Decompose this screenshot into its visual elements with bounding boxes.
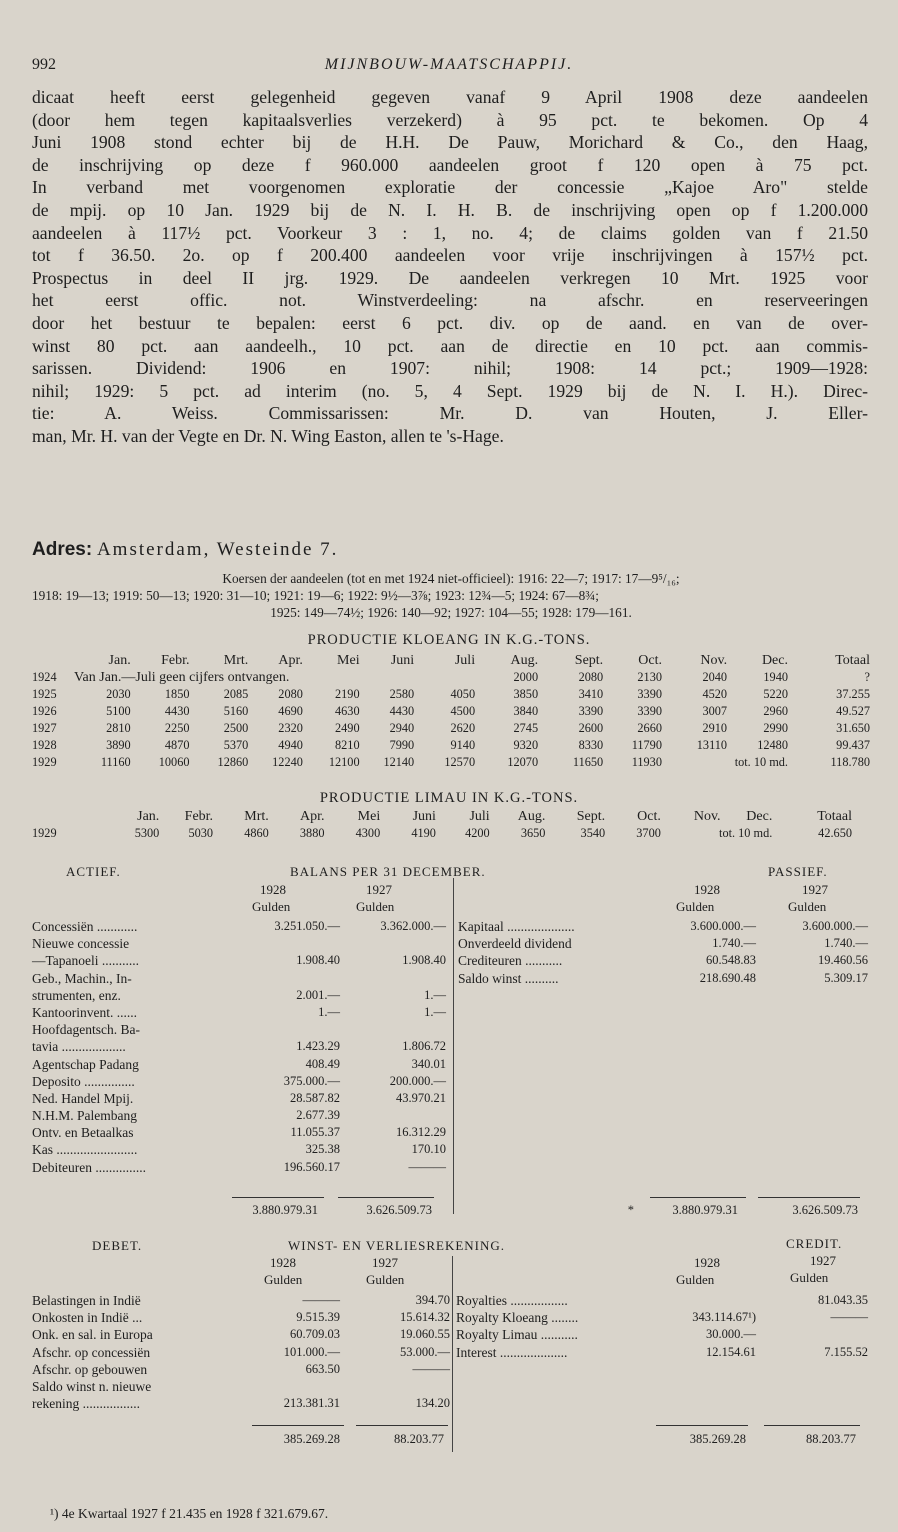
value-cell: 2085 [223, 687, 249, 701]
list-item: Onverdeeld dividend 1.740.— 1.740.— [458, 936, 868, 952]
value-cell: 37.255 [836, 687, 870, 701]
month-header: Mei [337, 652, 360, 668]
month-header: Juni [390, 652, 415, 668]
value-cell: 2745 [513, 721, 539, 735]
list-item: Onkosten in Indië ... 9.515.39 15.614.32 [32, 1310, 450, 1326]
value-cell: 2000 [513, 670, 539, 684]
list-item: N.H.M. Palembang 2.677.39 [32, 1108, 340, 1124]
value-cell: 11650 [572, 755, 604, 769]
debet-heading: DEBET. [92, 1238, 143, 1253]
year-cell: 1928 [32, 738, 57, 752]
share-prices [32, 570, 870, 621]
kloeang-table [32, 652, 870, 771]
list-item: Ned. Handel Mpij. 28.587.82 43.970.21 [32, 1090, 446, 1106]
value-cell: 2810 [106, 721, 131, 735]
value-cell: 2910 [702, 721, 728, 735]
paragraph-line: In verband met voorgenomen exploratie der concessie „Kajoe Aro" stelde [32, 177, 868, 198]
actief-list [32, 918, 452, 1176]
value-cell: 2080 [578, 670, 604, 684]
total-value: 88.203.77 [394, 1432, 444, 1446]
paragraph-line: Prospectus in deel II jrg. 1929. De aandeelen verkregen 10 Mrt. 1925 voor [32, 267, 868, 288]
value-cell: 99.437 [836, 738, 870, 752]
page-number: 992 [32, 56, 56, 73]
value-cell: 1940 [763, 670, 788, 684]
value-cell: 3890 [106, 738, 131, 752]
unit-header: Gulden [252, 899, 291, 914]
month-header: Nov. [693, 808, 721, 824]
value-cell: 3390 [637, 704, 662, 718]
year-cell: 1925 [32, 687, 57, 701]
total-value: 3.626.509.73 [792, 1203, 858, 1217]
unit-header: Gulden [790, 1270, 829, 1285]
list-item: Nieuwe concessie [32, 936, 130, 952]
value-cell: 10060 [158, 755, 190, 769]
paragraph-line: sarissen. Dividend: 1906 en 1907: nihil; 1908: 14 pct.; 1909—1928: [32, 358, 868, 379]
value-cell: 4200 [465, 826, 490, 840]
sum-rule [758, 1197, 860, 1198]
month-header: Sept. [576, 808, 606, 824]
month-header: Febr. [184, 808, 214, 824]
value-cell: 2990 [763, 721, 788, 735]
value-cell: 12140 [383, 755, 415, 769]
value-cell: 118.780 [830, 755, 870, 769]
value-cell: 3700 [636, 826, 661, 840]
list-item: Geb., Machin., In- [32, 970, 132, 986]
month-header: Aug. [510, 652, 539, 668]
value-cell: 8210 [335, 738, 360, 752]
year-cell: 1926 [32, 704, 57, 718]
month-header: Juli [454, 652, 476, 668]
footnote: ¹) 4e Kwartaal 1927 f 21.435 en 1928 f 321.679.67. [50, 1506, 329, 1521]
month-header: Nov. [700, 652, 728, 668]
value-cell: 12480 [757, 738, 788, 752]
table-row [32, 754, 870, 771]
value-cell: 4190 [411, 826, 436, 840]
table-row [32, 737, 870, 754]
total-value: 385.269.28 [689, 1432, 746, 1446]
value-cell: 11160 [100, 755, 131, 769]
unit-header: Gulden [676, 899, 715, 914]
value-cell: 2500 [223, 721, 249, 735]
list-item: Ontv. en Betaalkas 11.055.37 16.312.29 [32, 1125, 446, 1141]
year-cell: 1927 [32, 721, 57, 735]
value-cell: 49.527 [836, 704, 870, 718]
value-cell: 3390 [637, 687, 662, 701]
month-header: Totaal [817, 808, 852, 824]
table-row [32, 686, 870, 703]
month-header: Totaal [835, 652, 870, 668]
list-item: Kapitaal .................... 3.600.000.— 3.600.000.— [458, 919, 868, 934]
running-title: MIJNBOUW-MAATSCHAPPIJ. [324, 56, 574, 73]
value-cell: 4500 [450, 704, 476, 718]
sum-rule [232, 1197, 324, 1198]
value-cell: 12860 [217, 755, 249, 769]
month-header: Mei [357, 808, 381, 824]
value-cell: 4300 [355, 826, 381, 840]
value-cell: 9320 [513, 738, 539, 752]
month-header: Mrt. [223, 652, 249, 668]
total-value: 385.269.28 [283, 1432, 340, 1446]
list-item: tavia ................... 1.423.29 1.806.72 [32, 1039, 446, 1055]
year-header: 1928 [694, 882, 720, 897]
value-cell: 4630 [335, 704, 360, 718]
list-item: Royalty Limau ........... 30.000.— [456, 1327, 756, 1343]
limau-title: PRODUCTIE LIMAU IN K.G.-TONS. [319, 790, 579, 806]
value-cell: 5220 [763, 687, 788, 701]
month-header: Sept. [574, 652, 604, 668]
value-cell: 2130 [637, 670, 662, 684]
value-cell: 5160 [223, 704, 249, 718]
paragraph-line: dicaat heeft eerst gelegenheid gegeven vanaf 9 April 1908 deze aandeelen [32, 87, 868, 107]
list-item: strumenten, enz. 2.001.— 1.— [32, 987, 446, 1003]
list-item: Onk. en sal. in Europa 60.709.03 19.060.55 [32, 1327, 450, 1343]
address-label: Adres: [32, 539, 93, 560]
unit-header: Gulden [788, 899, 827, 914]
table-row [32, 825, 852, 842]
list-item: rekening ................. 213.381.31 134.20 [32, 1396, 450, 1412]
value-cell: 4870 [164, 738, 190, 752]
total-value: 88.203.77 [806, 1432, 856, 1446]
month-header: Juli [469, 808, 490, 824]
year-header: 1927 [802, 882, 828, 897]
value-cell: 2490 [335, 721, 360, 735]
value-cell: 2190 [335, 687, 360, 701]
paragraph-line: man, Mr. H. van der Vegte en Dr. N. Wing Easton, allen te 's-Hage. [32, 425, 504, 446]
list-item: Saldo winst .......... 218.690.48 5.309.17 [458, 970, 868, 986]
value-cell: tot. 10 md. [734, 755, 788, 769]
passief-list [458, 918, 868, 987]
value-cell: 2250 [164, 721, 190, 735]
value-cell: 2040 [702, 670, 728, 684]
unit-header: Gulden [264, 1272, 303, 1287]
list-item: Debiteuren ............... 196.560.17 ——— [32, 1159, 446, 1175]
sum-rule [338, 1197, 434, 1198]
paragraph-line: aandeelen à 117½ pct. Voorkeur 3 : 1, no. 4; de claims golden van f 21.50 [32, 222, 868, 243]
list-item: Afschr. op concessiën 101.000.— 53.000.— [32, 1344, 450, 1360]
list-item: Crediteuren ........... 60.548.83 19.460.56 [458, 953, 868, 969]
value-cell: 2320 [278, 721, 303, 735]
month-header: Mrt. [244, 808, 269, 824]
value-cell: 12570 [444, 755, 476, 769]
value-cell: 3540 [580, 826, 606, 840]
column-divider [452, 1256, 453, 1452]
value-cell: 42.650 [818, 826, 852, 840]
month-header: Jan. [137, 808, 160, 824]
list-item: Hoofdagentsch. Ba- [32, 1022, 140, 1038]
sum-rule [356, 1425, 448, 1426]
month-header: Juni [412, 808, 436, 824]
value-cell: 12240 [272, 755, 303, 769]
list-item: Afschr. op gebouwen 663.50 ——— [32, 1361, 450, 1377]
paragraph-line: Juni 1908 stond echter bij de H.H. De Pauw, Morichard & Co., den Haag, [32, 132, 868, 153]
winst-heading: WINST- EN VERLIESREKENING. [288, 1238, 506, 1253]
total-value: 3.880.979.31 [252, 1203, 318, 1217]
value-cell: 31.650 [836, 721, 870, 735]
unit-header: Gulden [676, 1272, 715, 1287]
note-cell: Van Jan.—Juli geen cijfers ontvangen. [74, 669, 290, 685]
limau-table [32, 808, 852, 842]
value-cell: 3410 [578, 687, 604, 701]
value-cell: 2030 [106, 687, 131, 701]
paragraph-line: (door hem tegen kapitaalsverlies verzekerd) à 95 pct. te bekomen. Op 4 [32, 109, 868, 130]
value-cell: 2080 [278, 687, 303, 701]
credit-list [456, 1292, 868, 1361]
value-cell: 5370 [223, 738, 249, 752]
value-cell: 12100 [328, 755, 360, 769]
table-row [32, 703, 870, 720]
value-cell: 4860 [244, 826, 269, 840]
value-cell: 3850 [513, 687, 539, 701]
passief-heading: PASSIEF. [768, 864, 828, 879]
year-cell: 1929 [32, 755, 57, 769]
value-cell: 7990 [389, 738, 415, 752]
price-line: Koersen der aandeelen (tot en met 1924 niet-officieel): 1916: 22—7; 1917: 17—9⁵/₁₆; [222, 571, 680, 586]
year-header: 1928 [270, 1255, 296, 1270]
credit-heading: CREDIT. [786, 1236, 843, 1251]
list-item: Saldo winst n. nieuwe [32, 1378, 152, 1394]
year-cell: 1929 [32, 826, 57, 840]
sum-rule [764, 1425, 860, 1426]
month-header: Apr. [300, 808, 325, 824]
year-header: 1927 [810, 1253, 836, 1268]
address-text: Amsterdam, Westeinde 7. [96, 539, 339, 560]
list-item: Agentschap Padang 408.49 340.01 [32, 1056, 446, 1072]
paragraph-line: tie: A. Weiss. Commissarissen: Mr. D. van Houten, J. Eller- [32, 403, 868, 424]
paragraph-line: het eerst offic. not. Winstverdeeling: na afschr. en reserveeringen [32, 290, 868, 311]
value-cell: 4690 [278, 704, 303, 718]
paragraph-line: de inschrijving op deze f 960.000 aandeelen groot f 120 open à 75 pct. [32, 154, 868, 175]
value-cell: 4520 [702, 687, 728, 701]
sum-rule [252, 1425, 344, 1426]
sum-rule [650, 1197, 746, 1198]
value-cell: 9140 [450, 738, 476, 752]
list-item: Kas ........................ 325.38 170.10 [32, 1142, 446, 1158]
paragraph-line: de mpij. op 10 Jan. 1929 bij de N. I. H. B. de inschrijving open op f 1.200.000 [32, 199, 868, 220]
value-cell: 3880 [299, 826, 325, 840]
table-header-row [32, 808, 852, 825]
value-cell: 3390 [578, 704, 604, 718]
value-cell: ? [864, 670, 870, 684]
value-cell: 2660 [637, 721, 662, 735]
list-item: Interest .................... 12.154.61 7.155.52 [456, 1344, 868, 1360]
star-mark: * [627, 1203, 634, 1217]
price-line: 1925: 149—74½; 1926: 140—92; 1927: 104—55; 1928: 179—161. [270, 605, 632, 620]
month-header: Dec. [746, 808, 773, 824]
price-line: 1918: 19—13; 1919: 50—13; 1920: 31—10; 1921: 19—6; 1922: 9½—3⅞; 1923: 12¾—5; 1924: 67—8¾; [32, 588, 599, 603]
debet-list [32, 1292, 450, 1412]
month-header: Oct. [637, 808, 661, 824]
value-cell: 5100 [106, 704, 131, 718]
paragraph-line: door het bestuur te bepalen: eerst 6 pct. div. op de aand. en van de over- [32, 312, 868, 333]
value-cell: 4430 [389, 704, 415, 718]
value-cell: 4430 [164, 704, 190, 718]
list-item: Kantoorinvent. ...... 1.— 1.— [32, 1004, 446, 1020]
value-cell: 11790 [631, 738, 662, 752]
table-row [32, 720, 870, 737]
month-header: Aug. [517, 808, 546, 824]
list-item: Royalties ................. 81.043.35 [456, 1293, 868, 1308]
actief-heading: ACTIEF. [66, 864, 121, 879]
value-cell: 2940 [389, 721, 415, 735]
value-cell: 5030 [188, 826, 214, 840]
list-item: Deposito ............... 375.000.— 200.000.— [32, 1073, 446, 1089]
paragraph-line: winst 80 pct. aan aandeelh., 10 pct. aan de directie en 10 pct. aan commis- [32, 335, 868, 356]
paragraph-line: tot f 36.50. 2o. op f 200.400 aandeelen voor vrije inschrijvingen à 157½ pct. [32, 245, 868, 266]
value-cell: 12070 [507, 755, 539, 769]
paragraph-line: nihil; 1929: 5 pct. ad interim (no. 5, 4 Sept. 1929 bij de N. I. H.). Direc- [32, 380, 868, 401]
table-header-row [32, 652, 870, 669]
unit-header: Gulden [356, 899, 395, 914]
list-item: Royalty Kloeang ........ 343.114.67¹) ——— [456, 1310, 868, 1326]
value-cell: 4940 [278, 738, 303, 752]
unit-header: Gulden [366, 1272, 405, 1287]
table-row [32, 669, 870, 686]
value-cell: 2580 [389, 687, 415, 701]
company-paragraph [32, 86, 868, 448]
column-divider [453, 878, 454, 1214]
list-item: Belastingen in Indië ——— 394.70 [32, 1293, 450, 1308]
list-item: Concessiën ............ 3.251.050.— 3.362.000.— [32, 919, 446, 934]
value-cell: 11930 [631, 755, 662, 769]
kloeang-title: PRODUCTIE KLOEANG IN K.G.-TONS. [307, 632, 591, 648]
value-cell: 2620 [450, 721, 476, 735]
value-cell: 3007 [702, 704, 728, 718]
value-cell: 2960 [763, 704, 788, 718]
value-cell: 8330 [578, 738, 604, 752]
address-line [32, 539, 338, 561]
month-header: Oct. [638, 652, 662, 668]
value-cell: 13110 [696, 738, 728, 752]
list-item: —Tapanoeli ........... 1.908.40 1.908.40 [32, 953, 446, 969]
value-cell: 3650 [520, 826, 546, 840]
value-cell: 5300 [134, 826, 160, 840]
total-value: 3.626.509.73 [366, 1203, 432, 1217]
value-cell: 2600 [578, 721, 604, 735]
value-cell: 1850 [164, 687, 190, 701]
value-cell: 4050 [450, 687, 476, 701]
sum-rule [656, 1425, 748, 1426]
year-header: 1927 [372, 1255, 398, 1270]
value-cell: 3840 [513, 704, 539, 718]
month-header: Dec. [761, 652, 788, 668]
value-cell: tot. 10 md. [719, 826, 773, 840]
month-header: Apr. [278, 652, 303, 668]
balans-heading: BALANS PER 31 DECEMBER. [290, 864, 486, 879]
year-header: 1928 [694, 1255, 720, 1270]
year-header: 1928 [260, 882, 286, 897]
year-header: 1927 [366, 882, 392, 897]
month-header: Jan. [108, 652, 131, 668]
month-header: Febr. [161, 652, 190, 668]
total-value: 3.880.979.31 [672, 1203, 738, 1217]
year-cell: 1924 [32, 670, 57, 684]
